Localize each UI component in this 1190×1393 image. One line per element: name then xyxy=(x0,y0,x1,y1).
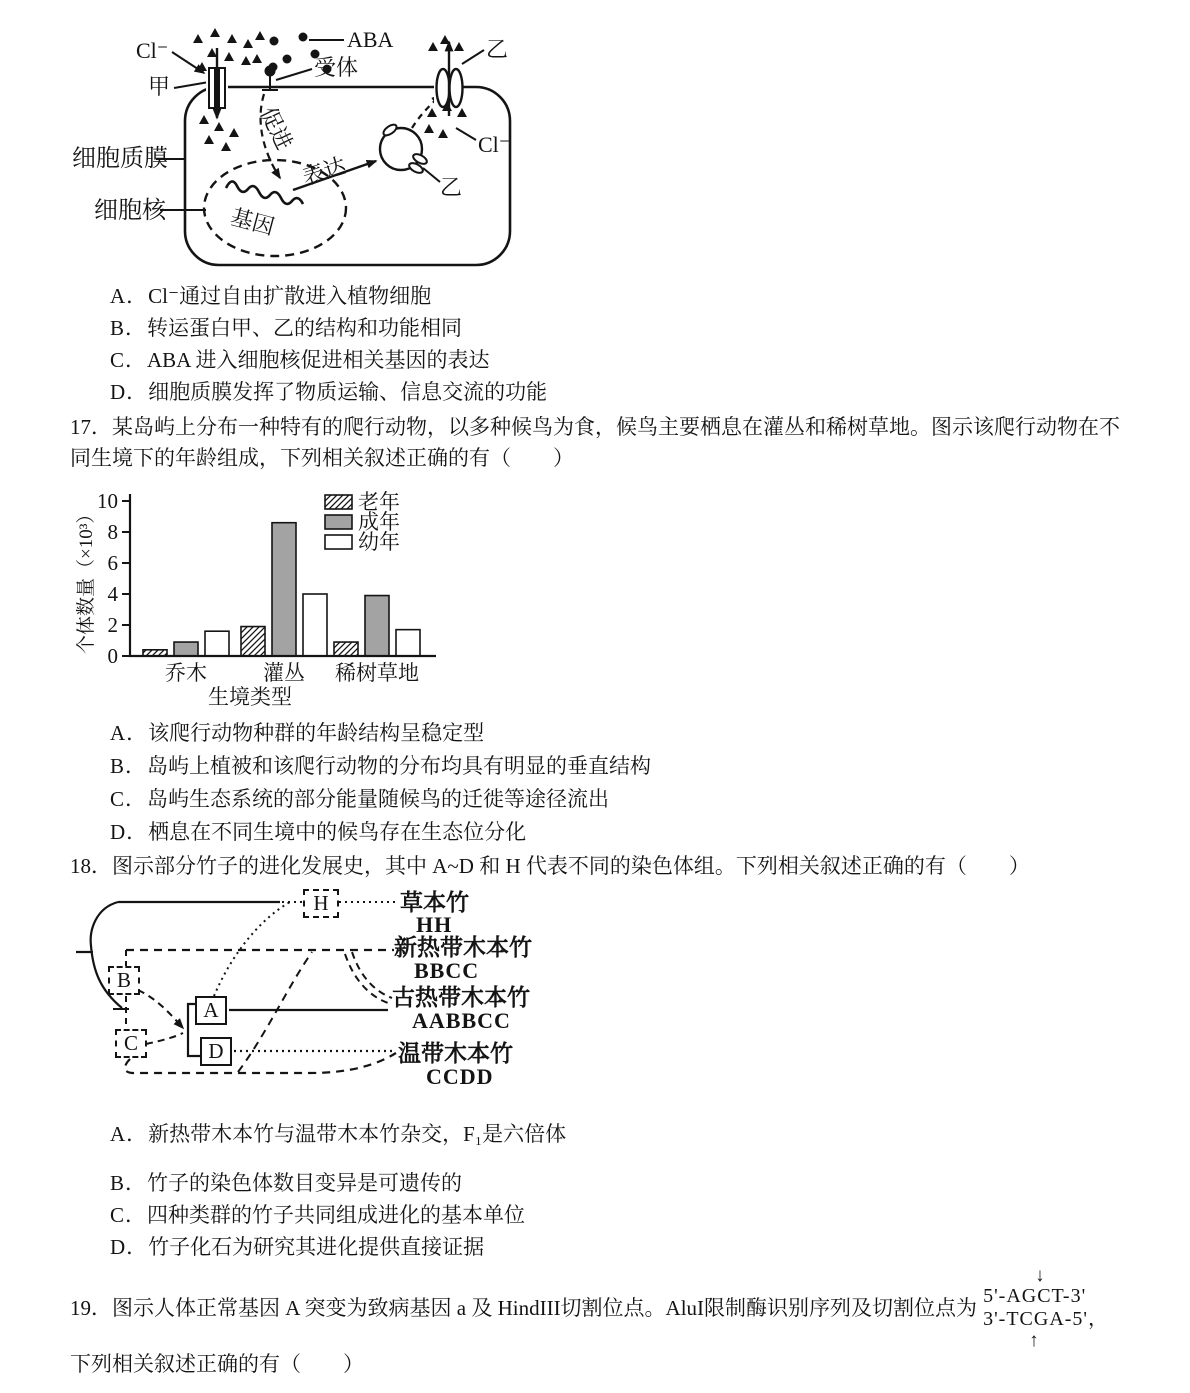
double-curve-a xyxy=(352,952,392,998)
option-row xyxy=(110,783,1190,816)
option-letter: C． xyxy=(110,1203,148,1227)
yi-vesicle-label-line xyxy=(423,168,440,182)
category-qiaomu: 乔木 xyxy=(165,661,207,685)
option-row xyxy=(110,750,1190,783)
tick-10: 10 xyxy=(97,489,118,513)
taxon-neotropical: 新热带木本竹 xyxy=(394,935,532,960)
receptor-label: 受体 xyxy=(314,55,359,80)
option-text: 竹子化石为研究其进化提供直接证据 xyxy=(148,1235,485,1259)
option-letter: A． xyxy=(110,1122,149,1146)
yi-vesicle-label: 乙 xyxy=(440,175,463,200)
option-row xyxy=(110,1118,1190,1151)
yi-top-right-label: 乙 xyxy=(486,37,509,62)
x-category-labels xyxy=(165,661,419,685)
tick-8: 8 xyxy=(107,520,118,544)
option-letter: A． xyxy=(110,721,149,745)
option-row xyxy=(110,376,1190,408)
dna-strand-bottom: 3'-TCGA-5'， xyxy=(983,1308,1110,1330)
cl-top-left-label: Cl⁻ xyxy=(136,38,169,63)
cross-dashed-curve xyxy=(238,952,312,1072)
genome-box-B xyxy=(108,966,140,995)
legend xyxy=(325,490,400,554)
express-label: 表达 xyxy=(299,152,349,190)
cl-right-label: Cl⁻ xyxy=(478,132,511,157)
q18-options xyxy=(0,1118,1190,1263)
option-text: 岛屿上植被和该爬行动物的分布均具有明显的垂直结构 xyxy=(147,754,652,778)
y-tick-marks xyxy=(122,501,130,656)
tick-0: 0 xyxy=(107,644,118,668)
gene-label: 基因 xyxy=(228,204,278,240)
legend-swatch-chengnian xyxy=(325,515,352,529)
chloride-ions-above-right-channel xyxy=(428,35,464,51)
dna-strand-top: 5'-AGCT-3' xyxy=(983,1285,1087,1307)
plasma-membrane-label: 细胞质膜 xyxy=(72,146,168,172)
genome-box-C xyxy=(115,1029,147,1058)
C-to-bracket-curve xyxy=(146,1033,183,1044)
q19-number: 19． xyxy=(70,1295,112,1320)
q18-text: 图示部分竹子的进化发展史，其中 A~D 和 H 代表不同的染色体组。下列相关叙述正确的有（ ） xyxy=(112,854,1030,878)
nucleus-label: 细胞核 xyxy=(94,198,166,224)
category-guancong: 灌丛 xyxy=(263,661,305,685)
genome-letter: D xyxy=(208,1039,224,1063)
option-row xyxy=(110,1231,1190,1263)
genome-box-D xyxy=(200,1037,232,1066)
option-row xyxy=(110,344,1190,376)
option-letter: B． xyxy=(110,1171,148,1195)
option-row xyxy=(110,280,1190,312)
q19-stem xyxy=(70,1293,977,1324)
q17-number: 17． xyxy=(70,415,112,439)
option-letter: D． xyxy=(110,1235,149,1259)
q19-tail xyxy=(70,1349,1128,1380)
genome-herbaceous: HH xyxy=(416,912,453,937)
y-axis-title: 个体数量（×10³） xyxy=(76,504,97,654)
option-text: 四种类群的竹子共同组成进化的基本单位 xyxy=(147,1203,526,1227)
option-row xyxy=(110,312,1190,344)
alui-recognition-site xyxy=(983,1265,1110,1351)
legend-label-chengnian: 成年 xyxy=(358,510,400,534)
option-text: 竹子的染色体数目变异是可遗传的 xyxy=(147,1171,463,1195)
tick-6: 6 xyxy=(107,551,118,575)
dna-coil xyxy=(226,181,303,204)
genome-neotropical: BBCC xyxy=(414,958,480,983)
channel-protein-jia xyxy=(206,48,228,118)
q16-options xyxy=(0,280,1190,408)
taxon-herbaceous: 草本竹 xyxy=(400,890,469,915)
cl-right-label-line xyxy=(456,128,476,140)
cell-signaling-figure xyxy=(60,12,530,270)
option-letter: B． xyxy=(110,316,148,340)
genome-letter: C xyxy=(123,1031,138,1055)
q19-stem-row xyxy=(70,1265,1160,1351)
chloride-ions-below-channel xyxy=(199,115,239,151)
option-letter: D． xyxy=(110,380,149,404)
x-axis-title: 生境类型 xyxy=(208,685,292,709)
population-bar-chart xyxy=(72,484,462,709)
legend-label-younian: 幼年 xyxy=(358,530,400,554)
option-text: Cl⁻通过自由扩散进入植物细胞 xyxy=(148,284,432,308)
option-text: 该爬行动物种群的年龄结构呈稳定型 xyxy=(148,721,485,745)
jia-label-line xyxy=(174,82,209,88)
option-row xyxy=(110,1199,1190,1231)
y-tick-labels xyxy=(97,489,119,668)
option-row xyxy=(110,816,1190,849)
yi-top-label-line xyxy=(462,50,484,64)
taxon-paleotropical: 古热带木本竹 xyxy=(392,985,530,1010)
genome-letter: B xyxy=(116,968,131,992)
population-chart-svg xyxy=(72,484,462,709)
option-text: ABA 进入细胞核促进相关基因的表达 xyxy=(147,348,490,372)
legend-label-laonian: 老年 xyxy=(358,490,400,514)
category-xishucaodi: 稀树草地 xyxy=(335,661,419,685)
q18-number: 18． xyxy=(70,854,112,878)
promote-label: 促进 xyxy=(255,103,298,154)
option-text: 转运蛋白甲、乙的结构和功能相同 xyxy=(147,316,463,340)
option-letter: C． xyxy=(110,348,148,372)
q17-text: 某岛屿上分布一种特有的爬行动物，以多种候鸟为食，候鸟主要栖息在灌丛和稀树草地。图示该爬行动物在不同生境下的年龄组成，下列相关叙述正确的有（ ） xyxy=(70,415,1120,470)
genome-letter: H xyxy=(313,891,329,915)
genome-box-H xyxy=(303,889,339,918)
q19-tail-text: 下列相关叙述正确的有（ ） xyxy=(70,1352,364,1376)
bottom-dashed-path xyxy=(125,1053,396,1073)
cut-site-down-arrow: ↓ xyxy=(1035,1265,1046,1286)
tick-4: 4 xyxy=(107,582,118,606)
option-letter: A． xyxy=(110,284,149,308)
cut-site-up-arrow: ↑ xyxy=(1029,1330,1040,1351)
aba-label: ABA xyxy=(347,27,394,52)
q19-text: 图示人体正常基因 A 突变为致病基因 a 及 HindIII切割位点。AluI限制酶识别序列及切割位点为 xyxy=(112,1295,978,1320)
genome-box-A xyxy=(195,996,227,1025)
bamboo-evolution-figure xyxy=(62,888,552,1114)
q17-options xyxy=(0,717,1190,849)
taxon-temperate: 温带木本竹 xyxy=(398,1041,513,1066)
carrier-jia-label: 甲 xyxy=(148,74,171,99)
vesicle-with-protein-yi xyxy=(380,123,428,175)
genome-letter: A xyxy=(203,998,219,1022)
option-letter: D． xyxy=(110,820,149,844)
B-to-bracket-curve xyxy=(138,990,183,1028)
genome-temperate: CCDD xyxy=(426,1064,494,1089)
option-text: 栖息在不同生境中的候鸟存在生态位分化 xyxy=(148,820,527,844)
legend-swatch-younian xyxy=(325,535,352,549)
option-text: 岛屿生态系统的部分能量随候鸟的迁徙等途径流出 xyxy=(147,787,610,811)
option-letter: C． xyxy=(110,787,148,811)
legend-swatch-laonian xyxy=(325,495,352,509)
option-text: 细胞质膜发挥了物质运输、信息交流的功能 xyxy=(148,380,548,404)
option-letter: B． xyxy=(110,754,148,778)
receptor-label-line xyxy=(276,69,312,80)
chloride-ions-top-left xyxy=(193,28,265,71)
genome-paleotropical: AABBCC xyxy=(412,1008,511,1033)
tick-2: 2 xyxy=(107,613,118,637)
option-row xyxy=(110,1167,1190,1199)
q17-stem xyxy=(70,412,1128,474)
q18-stem xyxy=(70,851,1128,882)
option-row xyxy=(110,717,1190,750)
option-text: 新热带木本竹与温带木本竹杂交，F₁是六倍体 xyxy=(148,1122,567,1146)
